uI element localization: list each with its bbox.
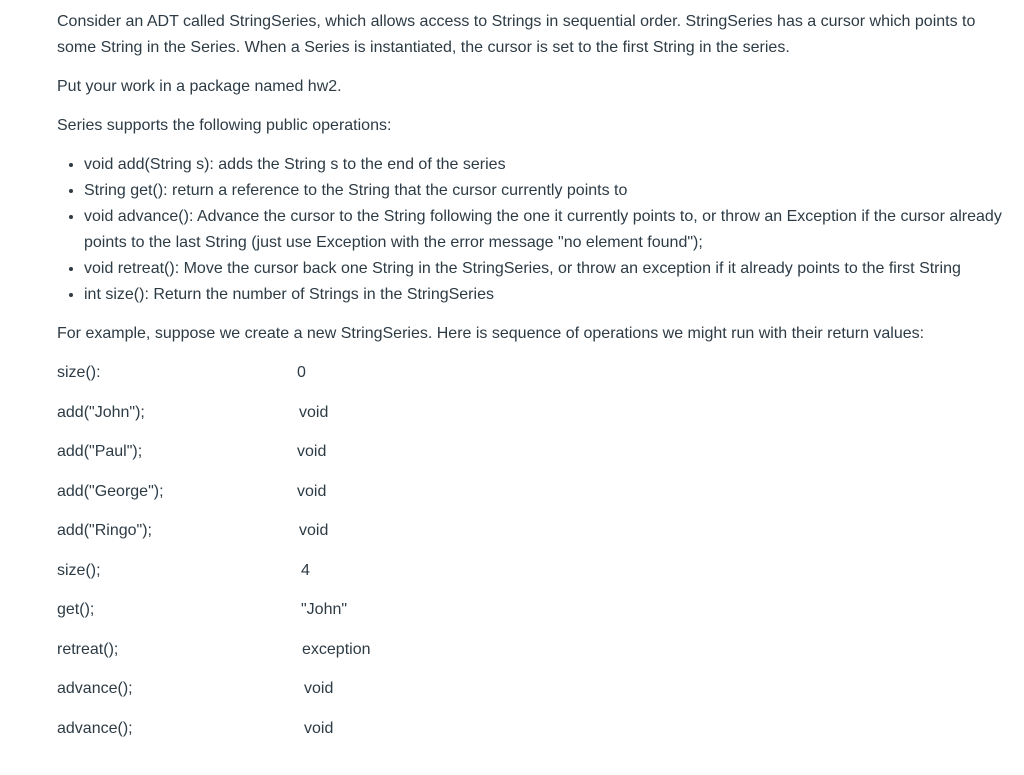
sequence-operation: add("George"); xyxy=(57,482,164,500)
sequence-return-value: void xyxy=(297,482,327,500)
operation-sequence xyxy=(57,360,1004,755)
list-item: • String get(): return a reference to the String that the cursor currently points to xyxy=(84,178,1004,204)
sequence-row xyxy=(57,360,1004,400)
sequence-return-value: void xyxy=(299,522,329,539)
sequence-operation: advance(); xyxy=(57,680,133,697)
sequence-return-value: 0 xyxy=(297,364,306,381)
sequence-return-value: void xyxy=(299,403,329,421)
sequence-row xyxy=(57,400,1004,440)
sequence-row xyxy=(57,518,1004,558)
list-item: • void advance(): Advance the cursor to the String following the one it currently points to, or throw an Exception if the cursor already points to the last String (just use Exception with the error message "no element found"); xyxy=(84,204,1004,256)
sequence-row xyxy=(57,558,1004,598)
list-item: • void add(String s): adds the String s to the end of the series xyxy=(84,152,1004,178)
sequence-row xyxy=(57,716,1004,756)
package-note: Put your work in a package named hw2. xyxy=(57,78,342,95)
sequence-row xyxy=(57,479,1004,519)
sequence-return-value: "John" xyxy=(301,601,348,618)
sequence-operation: size(): xyxy=(57,364,101,381)
sequence-return-value: void xyxy=(304,719,334,737)
example-intro: For example, suppose we create a new StringSeries. Here is sequence of operations we might run with their return values: xyxy=(57,325,925,342)
sequence-operation: advance(); xyxy=(57,719,133,737)
sequence-operation: add("Paul"); xyxy=(57,443,143,460)
sequence-operation: add("Ringo"); xyxy=(57,522,152,539)
sequence-return-value: void xyxy=(304,680,334,697)
sequence-row xyxy=(57,439,1004,479)
sequence-return-value: 4 xyxy=(301,561,310,579)
operations-list xyxy=(57,152,1004,308)
intro-paragraph: Consider an ADT called StringSeries, which allows access to Strings in sequential order. StringSeries has a cursor which points to some String in the Series. When a Series is instantiated, the cursor is set to the first String in the series. xyxy=(57,13,976,56)
sequence-return-value: exception xyxy=(302,640,371,658)
sequence-operation: size(); xyxy=(57,561,101,579)
operations-heading: Series supports the following public operations: xyxy=(57,117,392,134)
list-item: • int size(): Return the number of Strings in the StringSeries xyxy=(84,282,1004,308)
sequence-row xyxy=(57,597,1004,637)
sequence-row xyxy=(57,676,1004,716)
sequence-operation: add("John"); xyxy=(57,403,145,421)
sequence-operation: get(); xyxy=(57,601,95,618)
sequence-operation: retreat(); xyxy=(57,640,119,658)
list-item: • void retreat(): Move the cursor back one String in the StringSeries, or throw an exception if it already points to the first String xyxy=(84,256,1004,282)
sequence-return-value: void xyxy=(297,443,327,460)
sequence-row xyxy=(57,637,1004,677)
